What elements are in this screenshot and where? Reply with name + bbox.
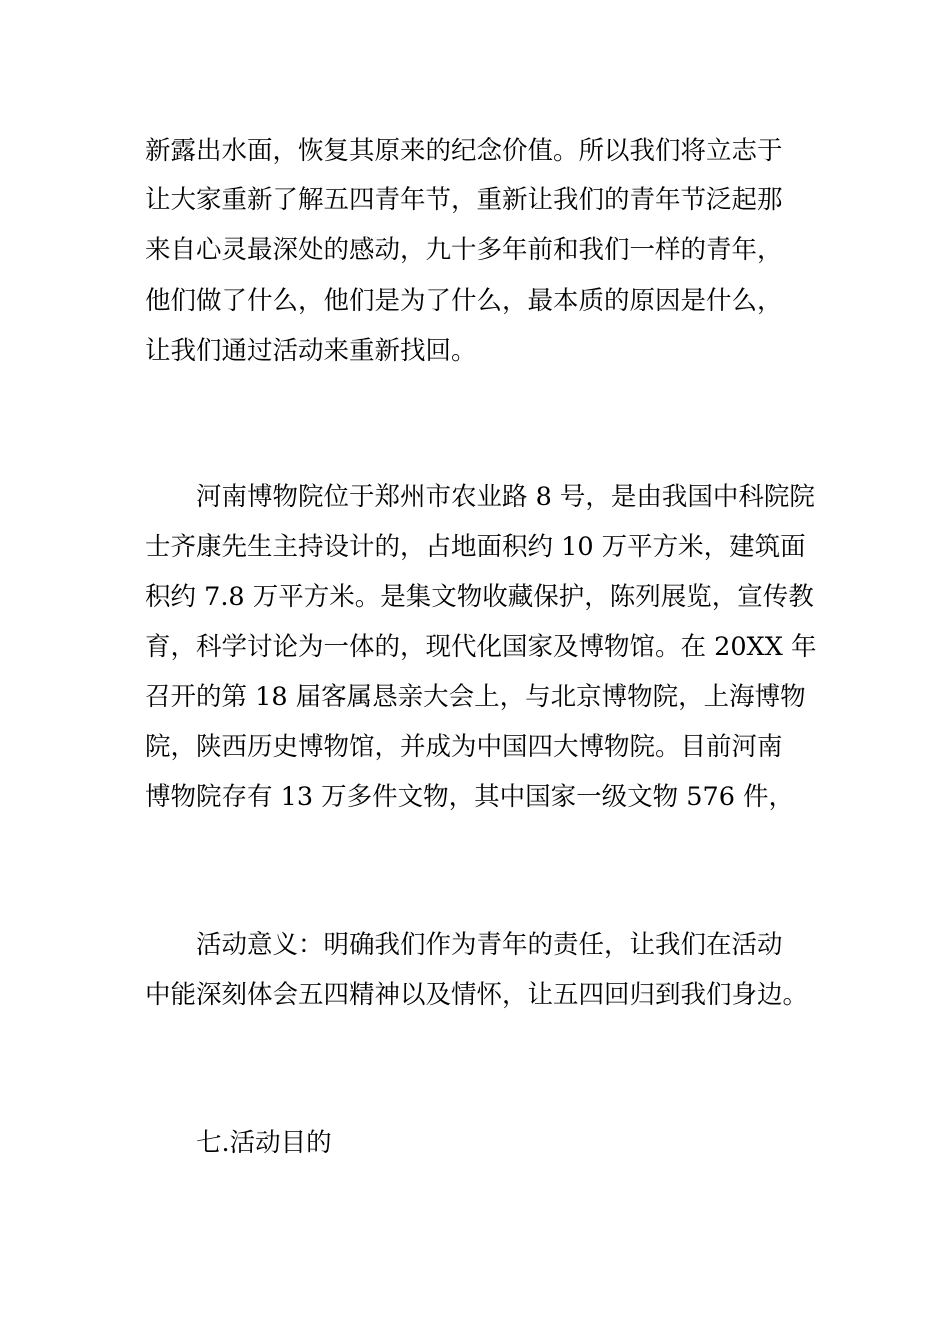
paragraph-2-line-2: 士齐康先生主持设计的，占地面积约 10 万平方米，建筑面 xyxy=(145,532,806,562)
paragraph-2-line-1: 河南博物院位于郑州市农业路 8 号，是由我国中科院院 xyxy=(196,482,815,512)
section-heading: 七.活动目的 xyxy=(196,1128,332,1158)
paragraph-1-line-4: 他们做了什么，他们是为了什么，最本质的原因是什么， xyxy=(145,286,783,316)
paragraph-1-line-3: 来自心灵最深处的感动，九十多年前和我们一样的青年， xyxy=(145,235,783,265)
paragraph-3-line-2: 中能深刻体会五四精神以及情怀，让五四回归到我们身边。 xyxy=(145,980,809,1010)
paragraph-1-line-2: 让大家重新了解五四青年节，重新让我们的青年节泛起那 xyxy=(145,185,783,215)
paragraph-1-line-1: 新露出水面，恢复其原来的纪念价值。所以我们将立志于 xyxy=(145,136,783,166)
paragraph-3-line-1: 活动意义：明确我们作为青年的责任，让我们在活动 xyxy=(196,930,783,960)
paragraph-2-line-6: 院，陕西历史博物馆，并成为中国四大博物院。目前河南 xyxy=(145,732,783,762)
paragraph-2-line-7: 博物院存有 13 万多件文物，其中国家一级文物 576 件， xyxy=(145,782,795,812)
paragraph-1-line-5: 让我们通过活动来重新找回。 xyxy=(145,336,477,366)
paragraph-2-line-4: 育，科学讨论为一体的，现代化国家及博物馆。在 20XX 年 xyxy=(145,632,817,662)
paragraph-2-line-5: 召开的第 18 届客属恳亲大会上，与北京博物院，上海博物 xyxy=(145,682,806,712)
paragraph-2-line-3: 积约 7.8 万平方米。是集文物收藏保护，陈列展览，宣传教 xyxy=(145,582,814,612)
